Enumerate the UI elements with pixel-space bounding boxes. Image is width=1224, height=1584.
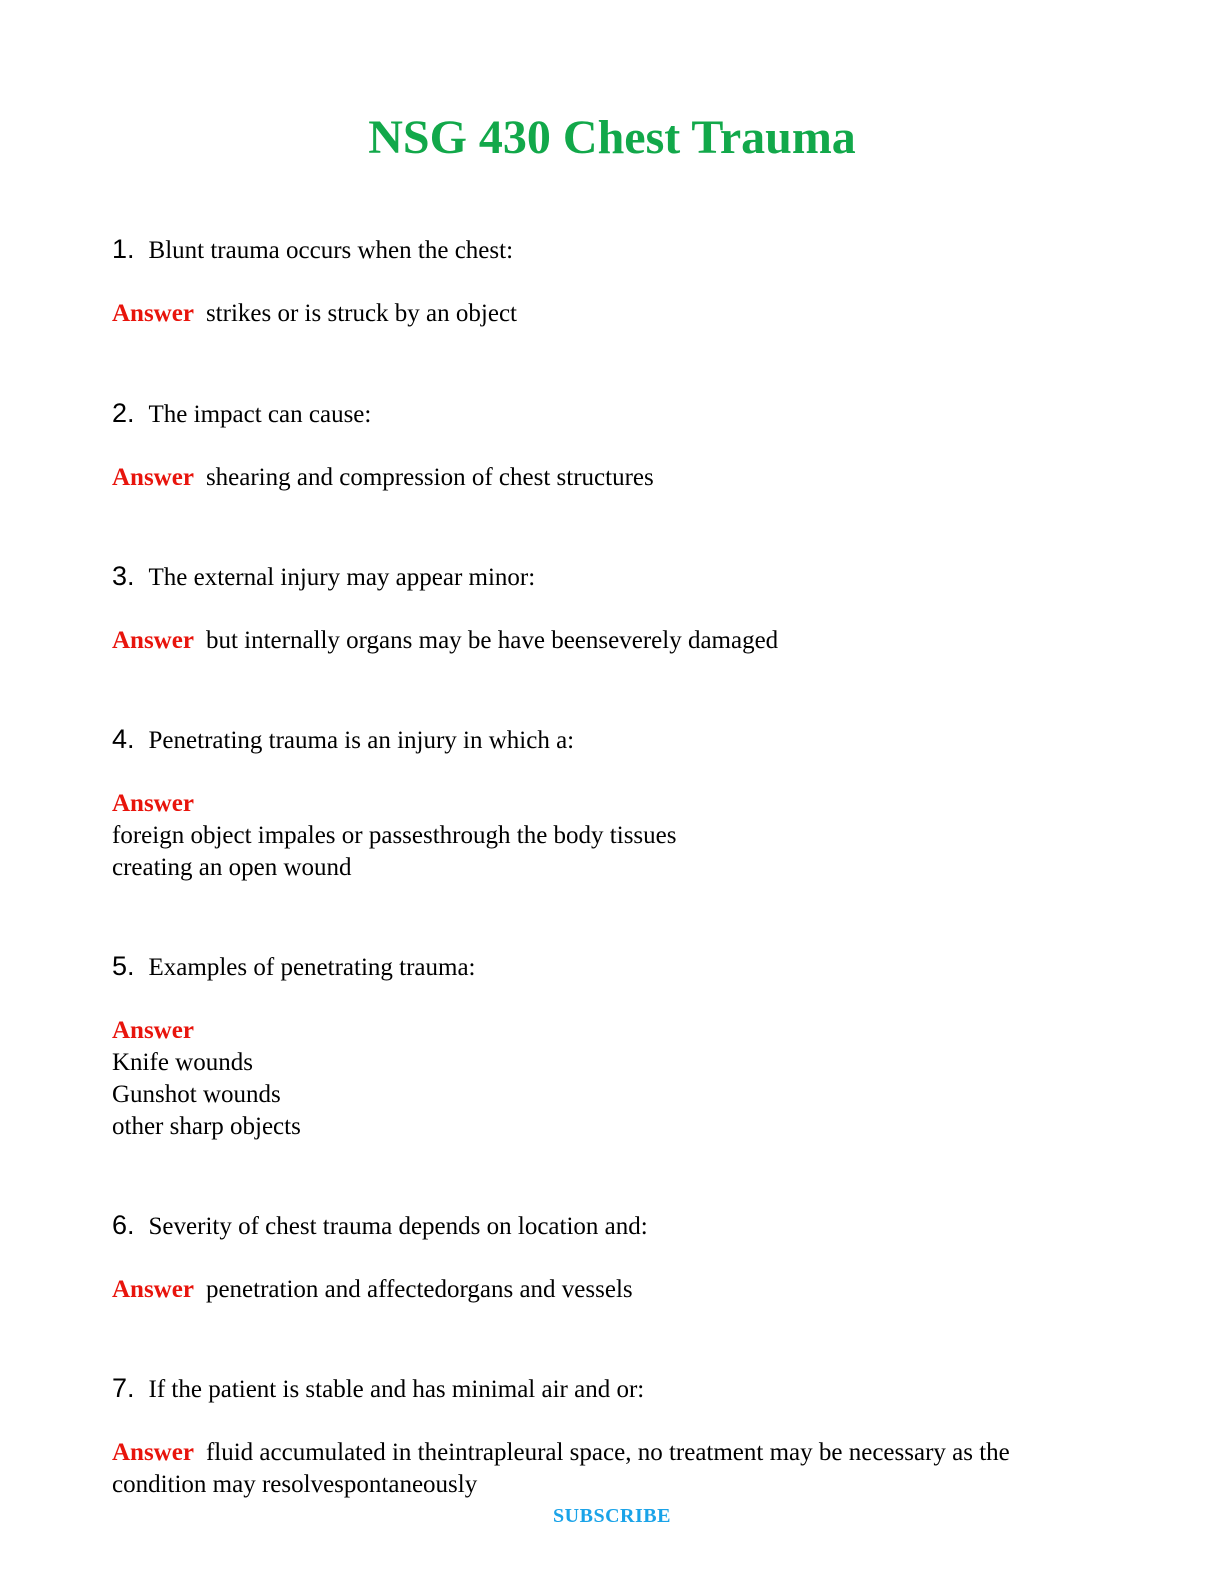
question-number: 7. [112,1373,135,1403]
question-text: Examples of penetrating trauma: [148,954,476,981]
answer [112,298,1122,330]
question [112,1371,1122,1407]
question-text: The impact can cause: [148,401,372,428]
qa-item [112,722,1122,884]
answer [112,462,1122,494]
answer-label: Answer [112,300,194,327]
answer-line: creating an open wound [112,854,352,881]
question-number: 5. [112,951,135,981]
qa-item [112,559,1122,657]
answer-label: Answer [112,464,194,491]
question [112,396,1122,432]
answer-text: penetration and affectedorgans and vessels [205,1276,633,1303]
qa-item [112,232,1122,330]
answer-label: Answer [112,1017,194,1044]
answer [112,625,1122,657]
answer [112,1015,1122,1143]
subscribe-link[interactable]: SUBSCRIBE [553,1505,671,1527]
question-text: Blunt trauma occurs when the chest: [148,237,514,264]
answer-text: but internally organs may be have beenseverely damaged [205,627,779,654]
answer-label: Answer [112,790,194,817]
qa-item [112,949,1122,1143]
question-text: Severity of chest trauma depends on location and: [148,1213,648,1240]
answer-line: condition may resolvespontaneously [112,1471,478,1498]
answer-label: Answer [112,1276,194,1303]
answer-text: shearing and compression of chest structures [205,464,654,491]
question [112,1208,1122,1244]
answer-label: Answer [112,627,194,654]
answer [112,1437,1122,1501]
page-title: NSG 430 Chest Trauma [368,111,856,164]
question [112,559,1122,595]
question-text: If the patient is stable and has minimal air and or: [148,1376,645,1403]
answer-label: Answer [112,1439,194,1466]
question [112,232,1122,268]
question-number: 1. [112,234,135,264]
answer-line: other sharp objects [112,1113,301,1140]
question-text: The external injury may appear minor: [148,564,536,591]
answer [112,1274,1122,1306]
question-number: 6. [112,1210,135,1240]
answer-line: foreign object impales or passesthrough the body tissues [112,822,677,849]
answer [112,788,1122,884]
question-number: 4. [112,724,135,754]
answer-line: Knife wounds [112,1049,253,1076]
question [112,722,1122,758]
question-text: Penetrating trauma is an injury in which a: [148,727,575,754]
answer-line: Gunshot wounds [112,1081,281,1108]
answer-text: strikes or is struck by an object [205,300,517,327]
question-number: 2. [112,398,135,428]
qa-item [112,396,1122,494]
qa-item [112,1371,1122,1501]
answer-text: fluid accumulated in theintrapleural space, no treatment may be necessary as the [205,1439,1010,1466]
question [112,949,1122,985]
question-number: 3. [112,561,135,591]
qa-item [112,1208,1122,1306]
